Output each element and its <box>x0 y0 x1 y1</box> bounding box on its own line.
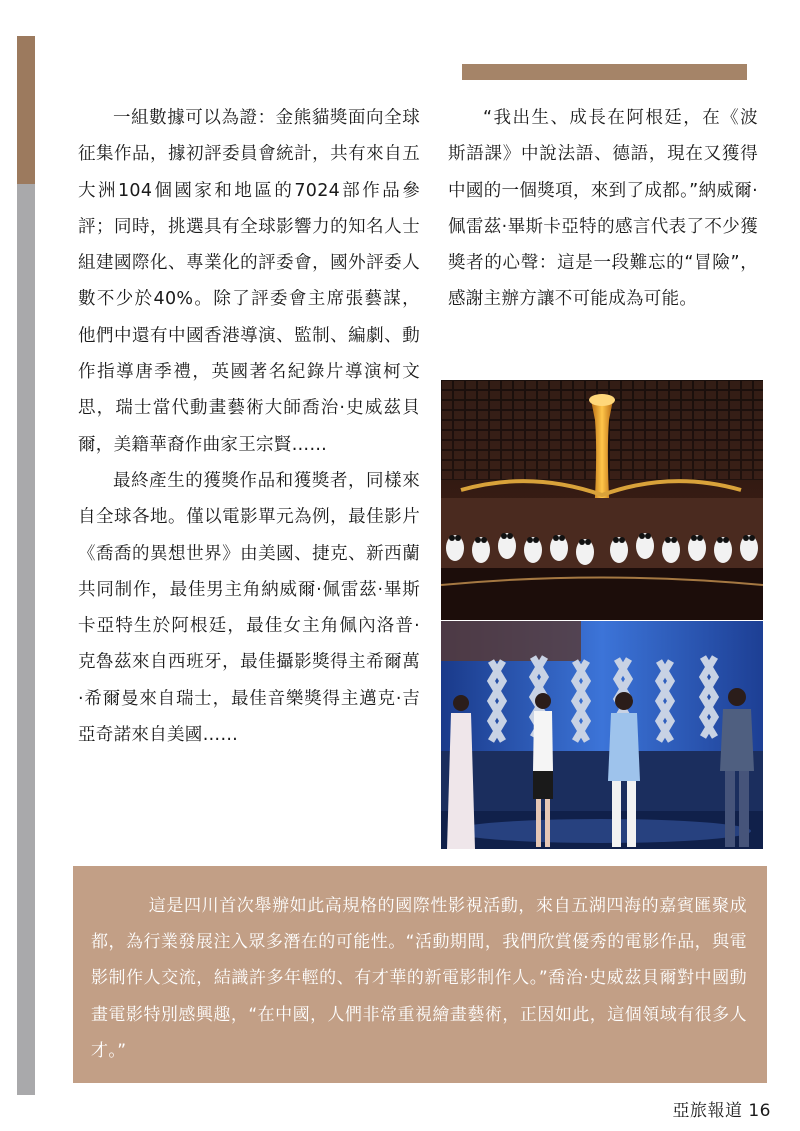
right-paragraph: “我出生、成長在阿根廷，在《波斯語課》中說法語、德語，現在又獲得中國的一個獎項，來到了成都。”納威爾·佩雷茲·畢斯卡亞特的感言代表了不少獲獎者的心聲：這是一段難忘的“冒險”，感謝主辦方讓不可能成為可能。 <box>448 108 758 310</box>
left-paragraph-2: 最終產生的獲獎作品和獲獎者，同樣來自全球各地。僅以電影單元為例，最佳影片《喬喬的異想世界》由美國、捷克、新西蘭共同制作，最佳男主角納威爾·佩雷茲·畢斯卡亞特生於阿根廷，最佳女主角佩內洛普·克魯茲來自西班牙，最佳攝影獎得主希爾萬·希爾曼來自瑞士，最佳音樂獎得主邁克·吉亞奇諾來自美國…… <box>78 470 420 746</box>
header-rule <box>462 64 747 80</box>
page-footer-label: 亞旅報道 16 <box>672 1101 771 1121</box>
side-accent-bar-top <box>17 36 35 184</box>
left-column <box>78 100 420 753</box>
highlight-callout-box <box>73 866 767 1083</box>
left-paragraph-1: 一組數據可以為證：金熊貓獎面向全球征集作品，據初評委員會統計，共有來自五大洲104個國家和地區的7024部作品參評；同時，挑選具有全球影響力的知名人士組建國際化、專業化的評委會，國外評委人數不少於40%。除了評委會主席張藝謀，他們中還有中國香港導演、監制、編劇、動作指導唐季禮，英國著名紀錄片導演柯文思，瑞士當代動畫藝術大師喬治·史威茲貝爾，美籍華裔作曲家王宗賢…… <box>78 108 420 455</box>
photo-hosts-on-stage <box>441 621 763 849</box>
callout-text: 這是四川首次舉辦如此高規格的國際性影視活動，來自五湖四海的嘉賓匯聚成都，為行業發展注入眾多潛在的可能性。“活動期間，我們欣賞優秀的電影作品，與電影制作人交流，結識許多年輕的、有才華的新電影制作人。”喬治·史威茲貝爾對中國動畫電影特別感興趣，“在中國，人們非常重視繪畫藝術，正因如此，這個領域有很多人才。” <box>91 896 747 1061</box>
side-accent-bar <box>17 184 35 1095</box>
photo-award-ceremony-stage <box>441 380 763 620</box>
right-column <box>448 100 758 318</box>
